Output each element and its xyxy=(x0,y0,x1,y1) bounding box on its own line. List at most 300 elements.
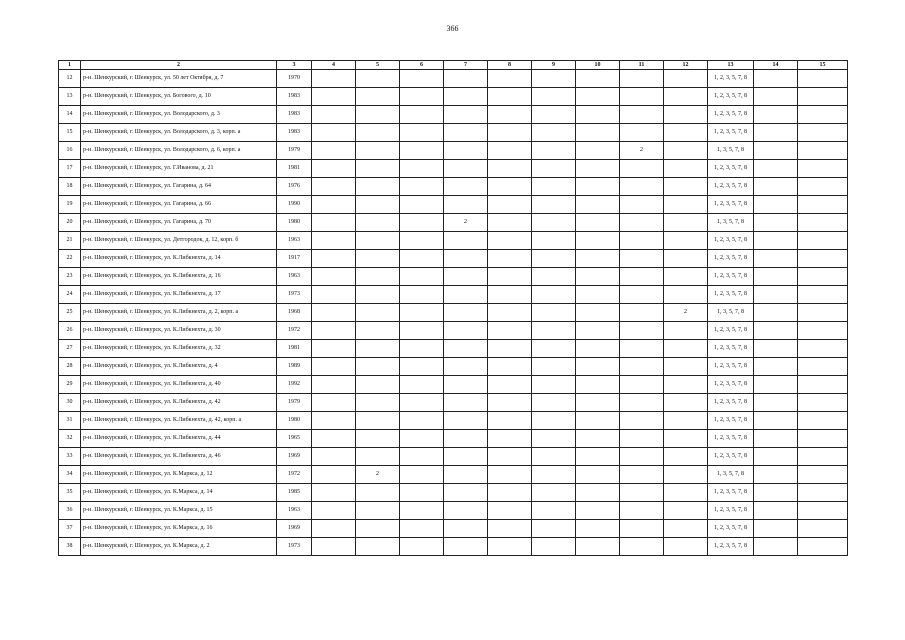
address-cell: р-н. Шенкурский, г. Шенкурск, ул. Богового, д. 10 xyxy=(81,88,277,106)
value-cell xyxy=(576,142,620,160)
value-cell xyxy=(532,196,576,214)
value-cell xyxy=(664,520,708,538)
value-cell xyxy=(664,106,708,124)
value-cell xyxy=(576,304,620,322)
value-cell xyxy=(532,430,576,448)
value-cell xyxy=(620,286,664,304)
value-cell xyxy=(400,358,444,376)
address-cell: р-н. Шенкурский, г. Шенкурск, ул. К.Либкнехта, д. 30 xyxy=(81,322,277,340)
year-cell: 1981 xyxy=(277,340,312,358)
value-cell xyxy=(356,250,400,268)
value-cell xyxy=(620,376,664,394)
value-cell xyxy=(400,196,444,214)
value-cell xyxy=(400,322,444,340)
value-cell xyxy=(754,286,798,304)
value-cell xyxy=(754,232,798,250)
value-cell xyxy=(798,160,848,178)
value-cell xyxy=(664,430,708,448)
column-header: 1 xyxy=(59,61,81,70)
value-cell xyxy=(754,358,798,376)
value-cell xyxy=(754,88,798,106)
codes-cell: 1, 2, 3, 5, 7, 8 xyxy=(708,196,754,214)
year-cell: 1972 xyxy=(277,322,312,340)
value-cell xyxy=(400,250,444,268)
value-cell xyxy=(798,124,848,142)
codes-cell: 1, 2, 3, 5, 7, 8 xyxy=(708,376,754,394)
value-cell xyxy=(532,268,576,286)
table-row xyxy=(59,286,848,304)
row-number: 32 xyxy=(59,430,81,448)
value-cell xyxy=(312,286,356,304)
value-cell xyxy=(400,214,444,232)
row-number: 35 xyxy=(59,484,81,502)
codes-cell: 1, 2, 3, 5, 7, 8 xyxy=(708,124,754,142)
table-row xyxy=(59,304,848,322)
table-row xyxy=(59,322,848,340)
value-cell xyxy=(576,160,620,178)
table-row xyxy=(59,178,848,196)
year-cell: 1980 xyxy=(277,412,312,430)
value-cell xyxy=(620,520,664,538)
year-cell: 1973 xyxy=(277,538,312,556)
value-cell xyxy=(798,286,848,304)
value-cell xyxy=(754,412,798,430)
value-cell xyxy=(444,448,488,466)
value-cell xyxy=(576,358,620,376)
value-cell xyxy=(488,196,532,214)
value-cell xyxy=(754,196,798,214)
value-cell xyxy=(664,466,708,484)
value-cell xyxy=(356,142,400,160)
codes-cell: 1, 3, 5, 7, 8 xyxy=(708,142,754,160)
value-cell xyxy=(444,484,488,502)
table-row xyxy=(59,88,848,106)
value-cell xyxy=(754,430,798,448)
row-number: 18 xyxy=(59,178,81,196)
year-cell: 1983 xyxy=(277,106,312,124)
table-row xyxy=(59,196,848,214)
value-cell xyxy=(356,484,400,502)
address-cell: р-н. Шенкурский, г. Шенкурск, ул. К.Либкнехта, д. 44 xyxy=(81,430,277,448)
value-cell xyxy=(754,340,798,358)
value-cell xyxy=(754,394,798,412)
value-cell xyxy=(488,268,532,286)
value-cell xyxy=(312,520,356,538)
value-cell xyxy=(754,106,798,124)
codes-cell: 1, 2, 3, 5, 7, 8 xyxy=(708,448,754,466)
row-number: 37 xyxy=(59,520,81,538)
value-cell xyxy=(356,430,400,448)
value-cell xyxy=(400,502,444,520)
value-cell xyxy=(488,250,532,268)
year-cell: 1963 xyxy=(277,502,312,520)
codes-cell: 1, 2, 3, 5, 7, 8 xyxy=(708,520,754,538)
value-cell xyxy=(532,538,576,556)
value-cell xyxy=(576,412,620,430)
value-cell xyxy=(356,214,400,232)
value-cell xyxy=(400,106,444,124)
value-cell xyxy=(798,430,848,448)
value-cell xyxy=(576,124,620,142)
value-cell xyxy=(798,178,848,196)
value-cell xyxy=(620,196,664,214)
codes-cell: 1, 2, 3, 5, 7, 8 xyxy=(708,178,754,196)
value-cell xyxy=(532,286,576,304)
codes-cell: 1, 2, 3, 5, 7, 8 xyxy=(708,268,754,286)
table-row xyxy=(59,394,848,412)
value-cell xyxy=(444,358,488,376)
value-cell xyxy=(754,448,798,466)
value-cell xyxy=(798,484,848,502)
value-cell xyxy=(312,232,356,250)
table-row xyxy=(59,466,848,484)
codes-cell: 1, 2, 3, 5, 7, 8 xyxy=(708,358,754,376)
table-row xyxy=(59,70,848,88)
value-cell xyxy=(620,448,664,466)
table-row xyxy=(59,538,848,556)
value-cell xyxy=(576,448,620,466)
value-cell xyxy=(400,538,444,556)
value-cell xyxy=(488,412,532,430)
year-cell: 1917 xyxy=(277,250,312,268)
value-cell xyxy=(400,304,444,322)
codes-cell: 1, 2, 3, 5, 7, 8 xyxy=(708,106,754,124)
address-cell: р-н. Шенкурский, г. Шенкурск, ул. К.Маркса, д. 16 xyxy=(81,520,277,538)
value-cell xyxy=(664,358,708,376)
value-cell xyxy=(532,394,576,412)
address-cell: р-н. Шенкурский, г. Шенкурск, ул. К.Маркса, д. 12 xyxy=(81,466,277,484)
value-cell xyxy=(400,142,444,160)
value-cell xyxy=(488,214,532,232)
value-cell xyxy=(620,430,664,448)
row-number: 24 xyxy=(59,286,81,304)
row-number: 27 xyxy=(59,340,81,358)
table-row xyxy=(59,106,848,124)
value-cell xyxy=(312,178,356,196)
value-cell xyxy=(754,376,798,394)
value-cell xyxy=(488,466,532,484)
value-cell xyxy=(754,502,798,520)
row-number: 15 xyxy=(59,124,81,142)
value-cell xyxy=(664,412,708,430)
value-cell xyxy=(356,322,400,340)
value-cell xyxy=(356,160,400,178)
value-cell xyxy=(312,484,356,502)
address-cell: р-н. Шенкурский, г. Шенкурск, ул. К.Либкнехта, д. 46 xyxy=(81,448,277,466)
value-cell xyxy=(532,340,576,358)
column-header: 5 xyxy=(356,61,400,70)
row-number: 30 xyxy=(59,394,81,412)
codes-cell: 1, 2, 3, 5, 7, 8 xyxy=(708,70,754,88)
value-cell xyxy=(620,358,664,376)
value-cell xyxy=(798,268,848,286)
value-cell xyxy=(664,376,708,394)
column-header: 14 xyxy=(754,61,798,70)
value-cell xyxy=(532,502,576,520)
column-header: 11 xyxy=(620,61,664,70)
value-cell xyxy=(798,502,848,520)
value-cell xyxy=(356,520,400,538)
value-cell xyxy=(488,376,532,394)
value-cell xyxy=(576,214,620,232)
row-number: 34 xyxy=(59,466,81,484)
value-cell xyxy=(400,70,444,88)
row-number: 22 xyxy=(59,250,81,268)
column-header: 4 xyxy=(312,61,356,70)
codes-cell: 1, 2, 3, 5, 7, 8 xyxy=(708,88,754,106)
value-cell xyxy=(798,376,848,394)
value-cell xyxy=(312,412,356,430)
value-cell xyxy=(400,268,444,286)
table-row xyxy=(59,520,848,538)
value-cell xyxy=(664,286,708,304)
value-cell xyxy=(620,232,664,250)
value-cell xyxy=(356,124,400,142)
value-cell xyxy=(532,304,576,322)
value-cell xyxy=(620,466,664,484)
value-cell xyxy=(444,502,488,520)
value-cell xyxy=(312,448,356,466)
value-cell xyxy=(754,142,798,160)
codes-cell: 1, 2, 3, 5, 7, 8 xyxy=(708,538,754,556)
address-cell: р-н. Шенкурский, г. Шенкурск, ул. Гагарина, д. 66 xyxy=(81,196,277,214)
codes-cell: 1, 2, 3, 5, 7, 8 xyxy=(708,232,754,250)
row-number: 13 xyxy=(59,88,81,106)
table-row xyxy=(59,358,848,376)
value-cell xyxy=(444,250,488,268)
address-cell: р-н. Шенкурский, г. Шенкурск, ул. К.Либкнехта, д. 16 xyxy=(81,268,277,286)
value-cell xyxy=(576,268,620,286)
address-cell: р-н. Шенкурский, г. Шенкурск, ул. К.Либкнехта, д. 32 xyxy=(81,340,277,358)
value-cell xyxy=(312,268,356,286)
value-cell xyxy=(444,196,488,214)
value-cell xyxy=(620,124,664,142)
row-number: 21 xyxy=(59,232,81,250)
value-cell xyxy=(664,124,708,142)
value-cell xyxy=(620,394,664,412)
value-cell xyxy=(488,286,532,304)
codes-cell: 1, 2, 3, 5, 7, 8 xyxy=(708,322,754,340)
address-cell: р-н. Шенкурский, г. Шенкурск, ул. Детгородок, д. 12, корп. б xyxy=(81,232,277,250)
year-cell: 1980 xyxy=(277,214,312,232)
address-cell: р-н. Шенкурский, г. Шенкурск, ул. Г.Иванова, д. 21 xyxy=(81,160,277,178)
year-cell: 1972 xyxy=(277,466,312,484)
value-cell xyxy=(444,322,488,340)
value-cell xyxy=(576,232,620,250)
value-cell xyxy=(488,160,532,178)
value-cell xyxy=(444,412,488,430)
codes-cell: 1, 2, 3, 5, 7, 8 xyxy=(708,502,754,520)
value-cell xyxy=(488,520,532,538)
address-cell: р-н. Шенкурский, г. Шенкурск, ул. К.Либкнехта, д. 42 xyxy=(81,394,277,412)
value-cell xyxy=(754,538,798,556)
value-cell xyxy=(400,376,444,394)
value-cell xyxy=(400,124,444,142)
row-number: 17 xyxy=(59,160,81,178)
address-cell: р-н. Шенкурский, г. Шенкурск, ул. К.Либкнехта, д. 40 xyxy=(81,376,277,394)
value-cell xyxy=(664,214,708,232)
value-cell xyxy=(444,124,488,142)
column-header: 7 xyxy=(444,61,488,70)
value-cell xyxy=(576,376,620,394)
row-number: 31 xyxy=(59,412,81,430)
value-cell xyxy=(444,106,488,124)
value-cell xyxy=(312,322,356,340)
table-row xyxy=(59,214,848,232)
value-cell xyxy=(356,106,400,124)
row-number: 14 xyxy=(59,106,81,124)
column-header: 9 xyxy=(532,61,576,70)
value-cell xyxy=(620,106,664,124)
column-header: 8 xyxy=(488,61,532,70)
value-cell xyxy=(444,466,488,484)
value-cell xyxy=(576,196,620,214)
year-cell: 1985 xyxy=(277,484,312,502)
codes-cell: 1, 3, 5, 7, 8 xyxy=(708,304,754,322)
row-number: 16 xyxy=(59,142,81,160)
row-number: 19 xyxy=(59,196,81,214)
value-cell xyxy=(532,250,576,268)
column-header: 13 xyxy=(708,61,754,70)
column-header: 2 xyxy=(81,61,277,70)
value-cell xyxy=(356,376,400,394)
value-cell xyxy=(664,196,708,214)
address-cell: р-н. Шенкурский, г. Шенкурск, ул. К.Либкнехта, д. 42, корп. а xyxy=(81,412,277,430)
value-cell xyxy=(576,430,620,448)
value-cell xyxy=(532,358,576,376)
value-cell xyxy=(620,502,664,520)
value-cell xyxy=(488,502,532,520)
value-cell xyxy=(356,268,400,286)
value-cell xyxy=(532,232,576,250)
value-cell xyxy=(356,88,400,106)
value-cell xyxy=(576,322,620,340)
value-cell xyxy=(312,376,356,394)
table-row xyxy=(59,142,848,160)
value-cell xyxy=(664,538,708,556)
year-cell: 1965 xyxy=(277,430,312,448)
column-header: 12 xyxy=(664,61,708,70)
value-cell xyxy=(664,160,708,178)
value-cell: 2 xyxy=(444,214,488,232)
value-cell xyxy=(576,88,620,106)
value-cell xyxy=(312,88,356,106)
column-header: 15 xyxy=(798,61,848,70)
value-cell xyxy=(400,520,444,538)
table-row xyxy=(59,268,848,286)
year-cell: 1968 xyxy=(277,304,312,322)
value-cell xyxy=(798,304,848,322)
value-cell xyxy=(576,286,620,304)
value-cell xyxy=(798,196,848,214)
value-cell xyxy=(798,214,848,232)
table-row xyxy=(59,124,848,142)
value-cell xyxy=(444,520,488,538)
value-cell xyxy=(488,178,532,196)
value-cell xyxy=(488,448,532,466)
page-number: 366 xyxy=(446,24,459,33)
row-number: 29 xyxy=(59,376,81,394)
table-row xyxy=(59,484,848,502)
value-cell xyxy=(312,538,356,556)
value-cell xyxy=(312,466,356,484)
value-cell xyxy=(754,214,798,232)
value-cell xyxy=(620,178,664,196)
value-cell xyxy=(488,304,532,322)
value-cell xyxy=(532,70,576,88)
value-cell xyxy=(532,520,576,538)
year-cell: 1983 xyxy=(277,88,312,106)
value-cell xyxy=(798,142,848,160)
value-cell xyxy=(754,160,798,178)
address-cell: р-н. Шенкурский, г. Шенкурск, ул. К.Либкнехта, д. 4 xyxy=(81,358,277,376)
value-cell xyxy=(754,304,798,322)
row-number: 12 xyxy=(59,70,81,88)
value-cell xyxy=(356,304,400,322)
value-cell: 2 xyxy=(356,466,400,484)
value-cell xyxy=(532,466,576,484)
value-cell xyxy=(532,106,576,124)
row-number: 28 xyxy=(59,358,81,376)
value-cell xyxy=(444,142,488,160)
value-cell xyxy=(488,340,532,358)
value-cell xyxy=(576,106,620,124)
value-cell xyxy=(664,484,708,502)
value-cell xyxy=(488,322,532,340)
value-cell xyxy=(798,232,848,250)
column-header: 3 xyxy=(277,61,312,70)
address-cell: р-н. Шенкурский, г. Шенкурск, ул. К.Либкнехта, д. 14 xyxy=(81,250,277,268)
value-cell xyxy=(532,160,576,178)
value-cell xyxy=(798,322,848,340)
value-cell xyxy=(798,520,848,538)
value-cell xyxy=(754,178,798,196)
value-cell xyxy=(488,88,532,106)
value-cell xyxy=(488,106,532,124)
value-cell xyxy=(356,358,400,376)
value-cell xyxy=(312,214,356,232)
year-cell: 1992 xyxy=(277,376,312,394)
value-cell xyxy=(664,178,708,196)
value-cell xyxy=(620,484,664,502)
value-cell xyxy=(444,340,488,358)
value-cell xyxy=(488,394,532,412)
codes-cell: 1, 2, 3, 5, 7, 8 xyxy=(708,394,754,412)
column-header: 10 xyxy=(576,61,620,70)
value-cell xyxy=(798,88,848,106)
value-cell xyxy=(444,232,488,250)
value-cell xyxy=(444,160,488,178)
codes-cell: 1, 2, 3, 5, 7, 8 xyxy=(708,412,754,430)
value-cell xyxy=(356,178,400,196)
table-row xyxy=(59,412,848,430)
year-cell: 1963 xyxy=(277,232,312,250)
value-cell xyxy=(356,538,400,556)
address-cell: р-н. Шенкурский, г. Шенкурск, ул. Гагарина, д. 64 xyxy=(81,178,277,196)
value-cell xyxy=(400,448,444,466)
value-cell xyxy=(576,70,620,88)
value-cell xyxy=(312,304,356,322)
value-cell xyxy=(312,394,356,412)
value-cell xyxy=(400,340,444,358)
value-cell xyxy=(754,466,798,484)
value-cell xyxy=(356,502,400,520)
year-cell: 1989 xyxy=(277,358,312,376)
value-cell xyxy=(576,394,620,412)
value-cell xyxy=(356,286,400,304)
value-cell xyxy=(798,340,848,358)
value-cell xyxy=(312,142,356,160)
